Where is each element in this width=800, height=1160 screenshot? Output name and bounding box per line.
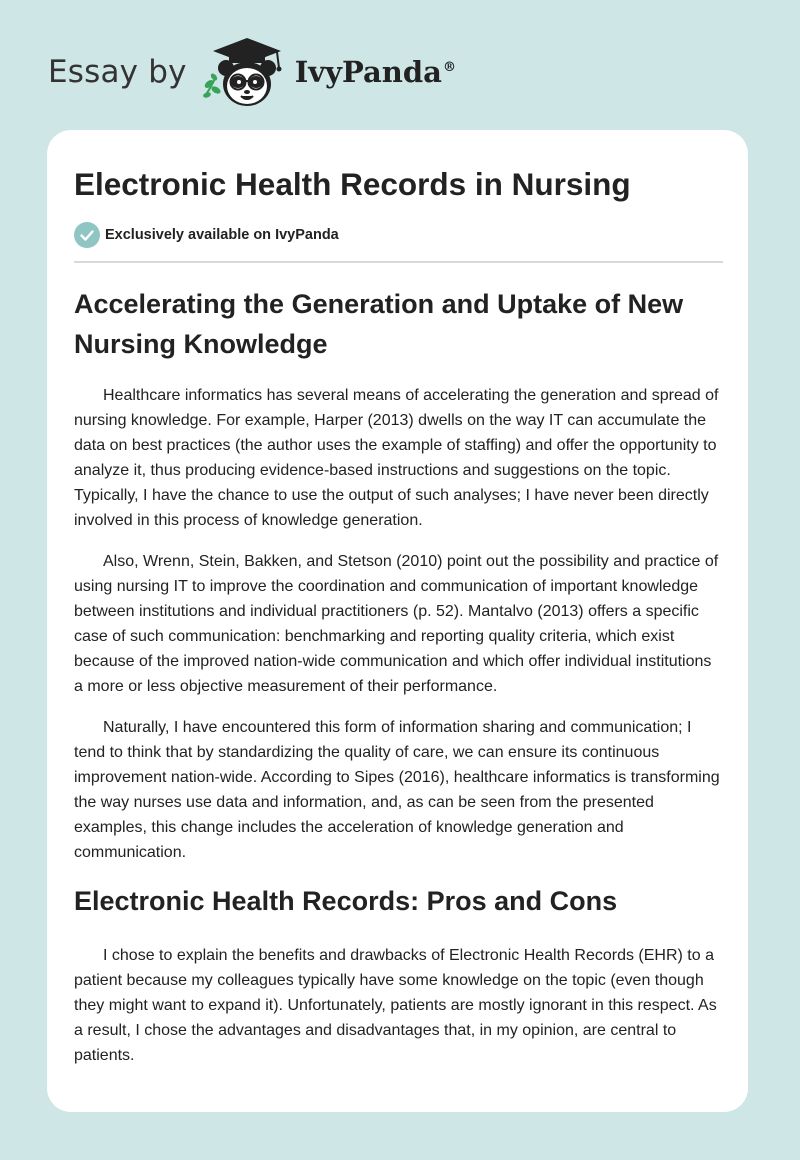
section-heading-ehr: Electronic Health Records: Pros and Cons [74, 886, 618, 916]
exclusive-badge [74, 222, 339, 248]
exclusive-badge-text: Exclusively available on IvyPanda [105, 227, 339, 243]
paragraph: I chose to explain the benefits and drawbacks of Electronic Health Records (EHR) to a patient because my colleagues typically have some knowledge on the topic (even though they might want to expand it). Unfortunately, patients are mostly ignorant in this respect. As a result, I chose the advantages and disadvantages that, in my opinion, are central to patients. [74, 947, 717, 1064]
brand-prefix: Essay by [48, 54, 187, 90]
essay-card [47, 130, 748, 1112]
section-heading-knowledge: Accelerating the Generation and Uptake of New Nursing Knowledge [74, 289, 684, 359]
paragraph: Naturally, I have encountered this form of information sharing and communication; I tend to think that by standardizing the quality of care, we can ensure its continuous improvement nation-wide. According to Sipes (2016), healthcare informatics is transforming the way nurses use data and information, and, as can be seen from the presented examples, this change includes the acceleration of knowledge generation and communication. [74, 719, 720, 861]
paragraph: Healthcare informatics has several means of accelerating the generation and spread of nursing knowledge. For example, Harper (2013) dwells on the way IT can accumulate the data on best practices (the author uses the example of staffing) and offer the opportunity to analyze it, thus producing evidence-based instructions and suggestions on the topic. Typically, I have the chance to use the output of such analyses; I have never been directly involved in this process of knowledge generation. [74, 387, 719, 529]
panda-logo-icon [201, 34, 291, 110]
essay-title: Electronic Health Records in Nursing [74, 166, 631, 202]
brand-header [48, 34, 456, 110]
registered-mark: ® [442, 60, 456, 76]
brand-name: IvyPanda® [294, 55, 456, 89]
paragraph: Also, Wrenn, Stein, Bakken, and Stetson (2010) point out the possibility and practice of using nursing IT to improve the coordination and communication of important knowledge between institutions and individual practitioners (p. 52). Mantalvo (2013) offers a specific case of such communication: benchmarking and reporting quality criteria, which exist because of the improved nation-wide communication and which offer individual institutions a more or less objective measurement of their performance. [74, 553, 719, 695]
check-circle-icon [74, 222, 100, 248]
title-divider [74, 261, 723, 263]
